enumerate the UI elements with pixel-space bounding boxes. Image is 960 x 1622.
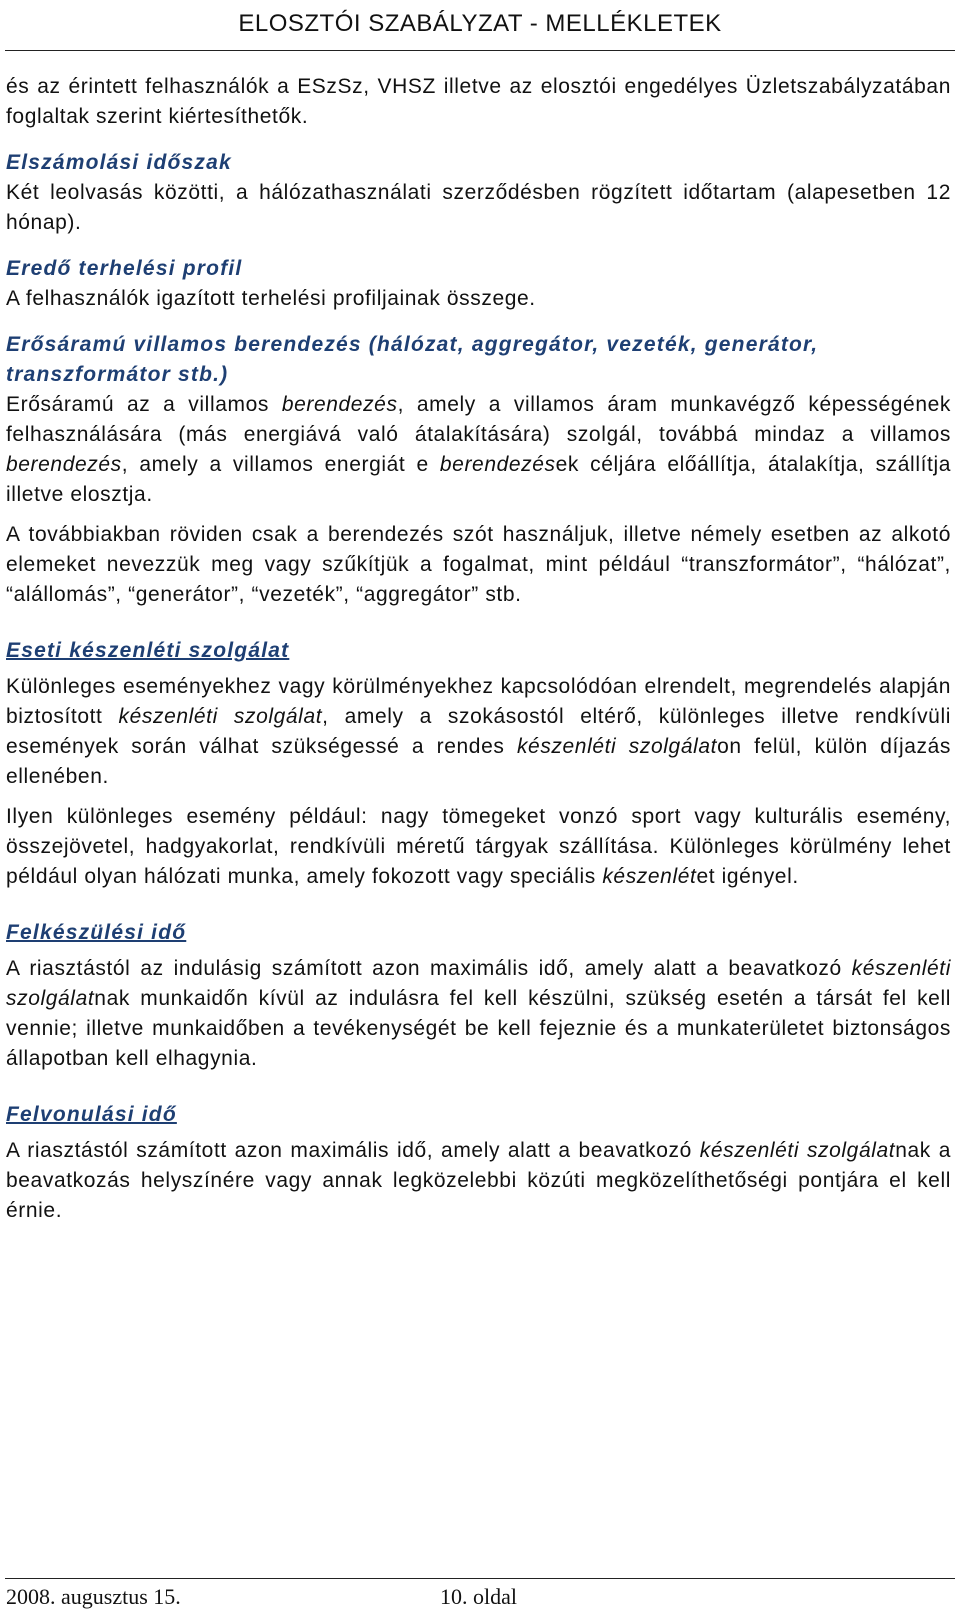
definition-paragraph [6, 802, 951, 892]
definition-paragraph: A továbbiakban röviden csak a berendezés szót használjuk, illetve némely esetben az alkotó elemeket nevezzük meg vagy szűkítjük a fogalmat, mint például “transzformátor”, “hálózat”, “alállomás”, “generátor”, “vezeték”, “aggregátor” stb. [6, 523, 951, 606]
section-erosaramu [6, 330, 951, 610]
text-run: et igényel. [696, 865, 799, 888]
document-body [6, 72, 951, 1226]
definition-text: A felhasználók igazított terhelési profiljainak összege. [6, 287, 536, 310]
section-elszamolasi [6, 148, 951, 238]
header-divider [5, 50, 955, 51]
definition-paragraph [6, 954, 951, 1074]
section-eredo [6, 254, 951, 314]
italic-term: berendezés [6, 453, 122, 476]
section-title-elszamolasi: Elszámolási időszak [6, 151, 232, 174]
italic-term: készenléti szolgálat [699, 1139, 896, 1162]
footer-page-number: 10. oldal [440, 1584, 517, 1609]
text-run: nak munkaidőn kívül az indulásra fel kell készülni, szükség esetén a társát fel kell vennie; illetve munkaidőben a tevékenységét be kell fejeznie és a munkaterületet biztonságos állapotban kell elhagynia. [6, 987, 951, 1070]
section-title-eredo: Eredő terhelési profil [6, 257, 243, 280]
section-felkeszulesi [6, 918, 951, 1074]
text-run: , amely a villamos áram munkavégző képességének felhasználására (más energiává való átalakítására) szolgál, továbbá mindaz a villamos [6, 393, 951, 446]
text-run: Ilyen különleges esemény például: nagy tömegeket vonzó sport vagy kulturális esemény, összejövetel, hadgyakorlat, rendkívüli méretű tárgyak szállítása. Különleges körülmény lehet például olyan hálózati munka, amely fokozott vagy speciális [6, 805, 951, 888]
text-run: Különleges eseményekhez vagy körülményekhez kapcsolódóan elrendelt, megrendelés alapján biztosított [6, 675, 951, 728]
definition-text: Két leolvasás közötti, a hálózathasználati szerződésben rögzített időtartam (alapesetben 12 hónap). [6, 181, 951, 234]
text-run: Erősáramú az a villamos [6, 393, 282, 416]
text-run: A riasztástól az indulásig számított azon maximális idő, amely alatt a beavatkozó [6, 957, 852, 980]
text-run: ek céljára előállítja, átalakítja, szállítja illetve elosztja. [6, 453, 951, 506]
text-run: on felül, külön díjazás ellenében. [6, 735, 951, 788]
footer-divider [5, 1578, 955, 1579]
section-title-felkeszulesi: Felkészülési idő [6, 921, 187, 944]
section-felvonulasi [6, 1100, 951, 1226]
intro-paragraph: és az érintett felhasználók a ESzSz, VHSZ illetve az elosztói engedélyes Üzletszabályzatában foglaltak szerint kiértesíthetők. [6, 75, 951, 128]
italic-term: berendezés [439, 453, 556, 476]
italic-term: készenléti szolgálat [118, 705, 323, 728]
italic-term: készenlét [602, 865, 697, 888]
italic-term: készenléti szolgálat [516, 735, 718, 758]
footer-date: 2008. augusztus 15. [6, 1584, 181, 1609]
text-run: , amely a villamos energiát e [121, 453, 440, 476]
definition-paragraph [6, 672, 951, 792]
text-run: nak a beavatkozás helyszínére vagy annak legközelebbi közúti megközelíthetőségi pontjára el kell érnie. [6, 1139, 951, 1222]
text-run: A riasztástól számított azon maximális idő, amely alatt a beavatkozó [6, 1139, 700, 1162]
definition-paragraph [6, 390, 951, 510]
italic-term: berendezés [281, 393, 398, 416]
section-title-eseti: Eseti készenléti szolgálat [6, 639, 290, 662]
definition-paragraph [6, 1136, 951, 1226]
section-title-erosaramu: Erősáramú villamos berendezés (hálózat, aggregátor, vezeték, generátor, transzformátor stb.) [6, 333, 819, 386]
page-header-title: ELOSZTÓI SZABÁLYZAT - MELLÉKLETEK [238, 10, 722, 37]
section-title-felvonulasi: Felvonulási idő [6, 1103, 177, 1126]
text-run: , amely a szokásostól eltérő, különleges illetve rendkívüli események során válhat szükségessé a rendes [6, 705, 951, 758]
section-eseti [6, 636, 951, 892]
italic-term: készenléti szolgálat [6, 957, 951, 1010]
